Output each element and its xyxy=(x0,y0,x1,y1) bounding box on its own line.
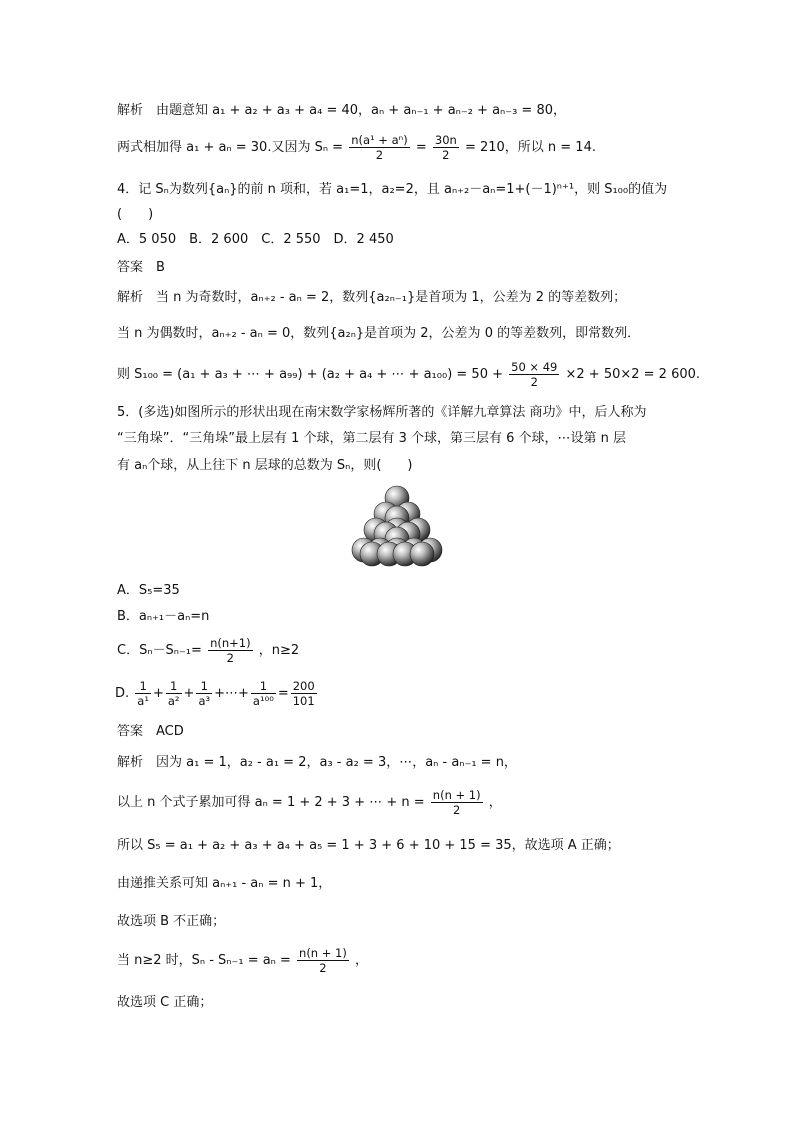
fraction-numerator: 1 xyxy=(166,679,182,694)
fraction-numerator: 50 × 49 xyxy=(511,360,558,374)
solution-5-line-2 xyxy=(117,788,502,817)
question-5-stem-2: “三角垛”．“三角垛”最上层有 1 个球，第二层有 3 个球，第三层有 6 个球，⋯设第 n 层 xyxy=(117,431,627,446)
fraction-denominator: 2 xyxy=(375,148,384,162)
fraction-denominator: 2 xyxy=(453,803,461,817)
fraction-50x49 xyxy=(509,360,559,389)
text-segment: ×2 + 50×2 = 2 600. xyxy=(565,367,701,382)
text-segment: 则 S₁₀₀ = (a₁ + a₃ + ⋯ + a₉₉) + (a₂ + a₄ + ⋯ + a₁₀₀) = 50 + xyxy=(117,367,503,382)
fraction-numerator: 1 xyxy=(196,679,212,694)
fraction-denominator: 2 xyxy=(530,375,538,389)
fraction-sum-formula xyxy=(349,133,410,162)
solution-4-line-3 xyxy=(117,360,700,389)
text-segment: 以上 n 个式子累加可得 aₙ = 1 + 2 + 3 + ⋯ + n = xyxy=(117,795,425,810)
fraction-term xyxy=(196,679,212,708)
solution-5-line-3: 所以 S₅ = a₁ + a₂ + a₃ + a₄ + a₅ = 1 + 3 + 6 + 10 + 15 = 35，故选项 A 正确； xyxy=(117,838,620,853)
fraction-term xyxy=(166,679,182,708)
plus-sign: + xyxy=(183,686,195,701)
triangular-ball-pile-figure xyxy=(350,484,444,568)
fraction-denominator: a³ xyxy=(198,694,211,708)
text-segment: = xyxy=(415,140,427,155)
option-d xyxy=(115,679,319,708)
question-4-options: A．5 050 B．2 600 C．2 550 D．2 450 xyxy=(117,232,394,247)
fraction-result xyxy=(291,679,317,708)
solution-4-line-1: 解析 当 n 为奇数时，aₙ₊₂ - aₙ = 2，数列{a₂ₙ₋₁}是首项为 1，公差为 2 的等差数列； xyxy=(117,290,627,305)
text-segment: ， xyxy=(488,795,502,810)
fraction-denominator: 2 xyxy=(442,148,450,162)
option-b: B．aₙ₊₁－aₙ=n xyxy=(117,609,210,624)
option-c xyxy=(117,636,299,665)
option-a: A．S₅=35 xyxy=(117,583,180,598)
ball xyxy=(410,542,434,566)
question-5-stem-3: 有 aₙ个球，从上往下 n 层球的总数为 Sₙ，则( ) xyxy=(117,458,413,473)
fraction-numerator: n(n + 1) xyxy=(299,946,347,960)
solution-5-line-4: 由递推关系可知 aₙ₊₁ - aₙ = n + 1， xyxy=(117,876,332,891)
text-segment: 两式相加得 a₁ + aₙ = 30.又因为 Sₙ = xyxy=(117,140,344,155)
fraction-numerator: n(a¹ + aⁿ) xyxy=(351,133,408,147)
fraction-numerator: 200 xyxy=(292,679,315,693)
fraction-denominator: 101 xyxy=(292,694,315,708)
text-segment: D. xyxy=(115,686,130,701)
solution-line-1: 解析 由题意知 a₁ + a₂ + a₃ + a₄ = 40，aₙ + aₙ₋₁ + aₙ₋₂ + aₙ₋₃ = 80， xyxy=(117,103,566,118)
solution-5-line-6 xyxy=(117,946,368,975)
solution-5-line-7: 故选项 C 正确； xyxy=(117,995,213,1010)
solution-line-2 xyxy=(117,133,596,162)
solution-5-line-5: 故选项 B 不正确； xyxy=(117,914,226,929)
text-segment: C．Sₙ－Sₙ₋₁= xyxy=(117,643,202,658)
answer-5: 答案 ACD xyxy=(117,724,184,739)
question-4-stem: 4．记 Sₙ为数列{aₙ}的前 n 项和，若 a₁=1，a₂=2，且 aₙ₊₂－aₙ=1+(－1)ⁿ⁺¹，则 S₁₀₀的值为 xyxy=(117,182,668,197)
fraction-term xyxy=(135,679,151,708)
text-segment: ， xyxy=(355,953,369,968)
ellipsis-plus: +⋯+ xyxy=(214,686,249,701)
fraction-numerator: n(n + 1) xyxy=(432,788,481,802)
fraction-n-n-plus-1 xyxy=(208,636,253,665)
text-segment: ，n≥2 xyxy=(258,643,300,658)
solution-4-line-2: 当 n 为偶数时，aₙ₊₂ - aₙ = 0，数列{a₂ₙ}是首项为 2，公差为 0 的等差数列，即常数列． xyxy=(117,326,641,341)
question-5-stem-1: 5．(多选)如图所示的形状出现在南宋数学家杨辉所著的《详解九章算法 商功》中，后人称为 xyxy=(117,405,647,420)
fraction-denominator: a¹ xyxy=(137,694,149,708)
fraction-30n xyxy=(433,133,459,162)
fraction-numerator: 1 xyxy=(135,679,151,694)
fraction-denominator: 2 xyxy=(226,651,234,665)
question-4-blank: ( ) xyxy=(117,207,154,222)
text-segment: 当 n≥2 时，Sₙ - Sₙ₋₁ = aₙ = xyxy=(117,953,291,968)
equals-sign: = xyxy=(277,686,289,701)
text-segment: = 210，所以 n = 14. xyxy=(464,140,596,155)
fraction-denominator: a¹⁰⁰ xyxy=(252,694,274,708)
answer-4: 答案 B xyxy=(117,260,165,275)
solution-5-line-1: 解析 因为 a₁ = 1，a₂ - a₁ = 2，a₃ - a₂ = 3，⋯，aₙ - aₙ₋₁ = n， xyxy=(117,755,517,770)
fraction-numerator: n(n+1) xyxy=(210,636,251,650)
plus-sign: + xyxy=(152,686,164,701)
fraction-term-last xyxy=(251,679,276,708)
fraction-denominator: 2 xyxy=(319,961,327,975)
fraction-numerator: 1 xyxy=(251,679,276,694)
fraction-n-n-plus-1 xyxy=(297,946,349,975)
fraction-numerator: 30n xyxy=(434,133,457,147)
fraction-denominator: a² xyxy=(167,694,180,708)
fraction-n-n-plus-1 xyxy=(431,788,483,817)
